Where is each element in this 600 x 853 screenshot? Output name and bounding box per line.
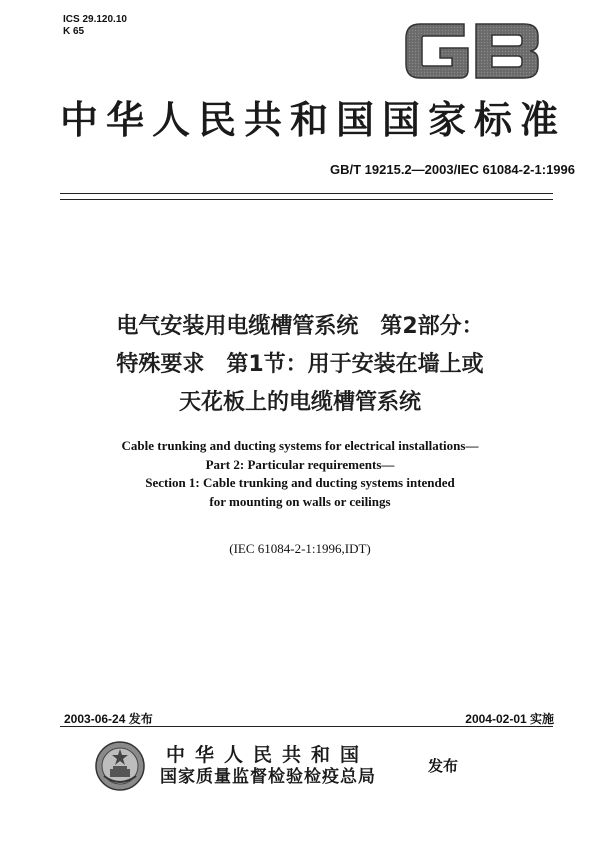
issue-date: 2003-06-24 发布 <box>64 712 153 726</box>
standard-number: GB/T 19215.2—2003/IEC 61084-2-1:1996 <box>330 162 575 177</box>
publisher-line: 国家质量监督检验检疫总局 <box>160 767 376 787</box>
divider-rule <box>60 193 553 194</box>
divider-rule <box>60 199 553 200</box>
chinese-title-line: 电气安装用电缆槽管系统 第2部分： <box>116 314 484 339</box>
english-title-line: Cable trunking and ducting systems for electrical installations— <box>121 438 479 453</box>
iec-reference: (IEC 61084-2-1:1996,IDT) <box>229 541 371 556</box>
standard-title: 中华人民共和国国家标准 <box>60 97 567 142</box>
chinese-title <box>40 308 560 422</box>
national-emblem-icon <box>94 740 146 792</box>
publisher-organization <box>160 744 376 788</box>
gb-logo <box>402 20 542 82</box>
publisher-line: 中华人民共和国 <box>166 744 370 766</box>
ccs-code: K 65 <box>63 26 85 37</box>
chinese-title-line: 特殊要求 第1节：用于安装在墙上或 <box>116 352 484 377</box>
classification-codes <box>63 14 127 38</box>
implementation-date: 2004-02-01 实施 <box>465 712 554 726</box>
chinese-title-line: 天花板上的电缆槽管系统 <box>178 390 421 415</box>
ics-code: ICS 29.120.10 <box>63 14 127 25</box>
english-title <box>60 437 540 511</box>
english-title-line: Section 1: Cable trunking and ducting systems intended <box>145 475 455 490</box>
english-title-line: for mounting on walls or ceilings <box>209 493 391 509</box>
divider-rule <box>60 726 553 727</box>
english-title-line: Part 2: Particular requirements— <box>205 456 395 472</box>
publish-label: 发布 <box>428 757 459 775</box>
